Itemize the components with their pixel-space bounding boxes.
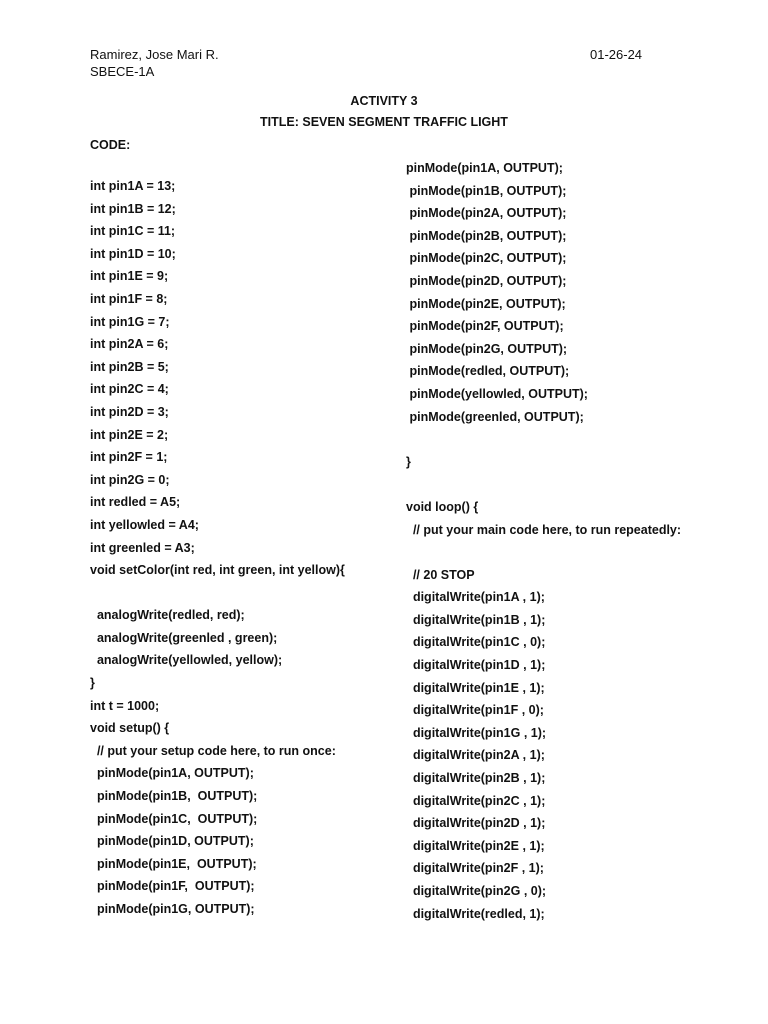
code-line: void setup() { xyxy=(90,721,170,736)
code-line: pinMode(pin2B, OUTPUT); xyxy=(406,228,567,243)
activity-heading: ACTIVITY 3 xyxy=(350,94,418,108)
code-line: pinMode(pin1B, OUTPUT); xyxy=(406,183,567,198)
code-line: digitalWrite(pin1G , 1); xyxy=(406,725,547,740)
code-line: pinMode(pin1C, OUTPUT); xyxy=(90,811,258,826)
code-line: pinMode(yellowled, OUTPUT); xyxy=(406,386,588,401)
document-date: 01-26-24 xyxy=(590,47,643,62)
code-line: int pin1F = 8; xyxy=(90,291,168,306)
code-line: analogWrite(yellowled, yellow); xyxy=(90,653,283,668)
code-line: // put your main code here, to run repeatedly: xyxy=(406,522,682,537)
code-line: int pin2F = 1; xyxy=(90,450,168,465)
code-line: pinMode(pin2G, OUTPUT); xyxy=(406,341,568,356)
code-line: int pin1D = 10; xyxy=(90,246,176,261)
code-column-right xyxy=(406,157,681,925)
code-line: pinMode(pin1A, OUTPUT); xyxy=(90,766,254,781)
code-line: pinMode(pin1G, OUTPUT); xyxy=(90,902,255,916)
code-line: digitalWrite(pin1B , 1); xyxy=(406,612,546,627)
code-label: CODE: xyxy=(90,138,131,152)
code-line: pinMode(pin2D, OUTPUT); xyxy=(406,273,567,288)
code-line: int pin2B = 5; xyxy=(90,359,169,374)
code-line: int pin2A = 6; xyxy=(90,337,169,352)
code-line: int pin2C = 4; xyxy=(90,382,169,397)
code-line: // put your setup code here, to run once: xyxy=(90,743,336,758)
code-line: digitalWrite(pin1C , 0); xyxy=(406,635,546,650)
code-line: analogWrite(greenled , green); xyxy=(90,630,278,645)
code-line: int pin1E = 9; xyxy=(90,269,169,284)
code-line: pinMode(pin1F, OUTPUT); xyxy=(90,879,255,894)
code-line: int pin1B = 12; xyxy=(90,201,176,216)
code-line: digitalWrite(pin2C , 1); xyxy=(406,793,546,808)
code-line: pinMode(pin2C, OUTPUT); xyxy=(406,251,567,266)
code-line: digitalWrite(pin2A , 1); xyxy=(406,748,545,763)
code-line: pinMode(pin1D, OUTPUT); xyxy=(90,834,254,849)
code-line: pinMode(pin2E, OUTPUT); xyxy=(406,296,566,311)
code-line: pinMode(pin1B, OUTPUT); xyxy=(90,789,258,804)
code-line: void loop() { xyxy=(406,499,479,514)
code-line: pinMode(greenled, OUTPUT); xyxy=(406,409,584,424)
code-line: digitalWrite(pin1A , 1); xyxy=(406,590,545,605)
code-line xyxy=(406,473,681,496)
author-name: Ramirez, Jose Mari R. xyxy=(90,47,219,62)
code-line: pinMode(pin1A, OUTPUT); xyxy=(406,161,563,175)
code-line: } xyxy=(406,454,411,469)
code-line: digitalWrite(pin1D , 1); xyxy=(406,658,546,673)
code-line: int yellowled = A4; xyxy=(90,517,199,532)
code-line: int pin2G = 0; xyxy=(90,472,170,487)
code-line: digitalWrite(pin2B , 1); xyxy=(406,771,546,786)
code-line: int pin1G = 7; xyxy=(90,314,170,329)
code-line: int pin2E = 2; xyxy=(90,427,169,442)
document-title: TITLE: SEVEN SEGMENT TRAFFIC LIGHT xyxy=(260,115,508,129)
code-line: void setColor(int red, int green, int yellow){ xyxy=(90,563,345,578)
code-line: analogWrite(redled, red); xyxy=(90,608,245,623)
code-line: digitalWrite(pin2D , 1); xyxy=(406,816,546,831)
code-line: int greenled = A3; xyxy=(90,540,195,555)
code-line: pinMode(pin2F, OUTPUT); xyxy=(406,319,564,334)
code-line: } xyxy=(90,676,95,691)
code-line: int redled = A5; xyxy=(90,495,181,510)
code-line: digitalWrite(pin1F , 0); xyxy=(406,703,544,718)
code-line: pinMode(redled, OUTPUT); xyxy=(406,364,570,379)
code-line: int t = 1000; xyxy=(90,698,160,713)
code-line xyxy=(406,428,681,451)
code-line: digitalWrite(pin2E , 1); xyxy=(406,838,545,853)
code-line: pinMode(pin2A, OUTPUT); xyxy=(406,206,567,221)
code-line: digitalWrite(pin2G , 0); xyxy=(406,884,547,898)
code-line: int pin1C = 11; xyxy=(90,224,176,239)
code-line: digitalWrite(pin1E , 1); xyxy=(406,680,545,695)
code-line: pinMode(pin1E, OUTPUT); xyxy=(90,856,257,871)
code-line: int pin1A = 13; xyxy=(90,179,176,193)
code-line: digitalWrite(redled, 1); xyxy=(406,906,545,921)
section-code: SBECE-1A xyxy=(90,64,155,79)
code-line xyxy=(406,541,681,564)
code-column-left xyxy=(90,175,345,921)
code-line: int pin2D = 3; xyxy=(90,404,169,419)
code-line: // 20 STOP xyxy=(406,567,475,582)
code-line: digitalWrite(pin2F , 1); xyxy=(406,861,544,876)
code-line xyxy=(90,582,345,605)
